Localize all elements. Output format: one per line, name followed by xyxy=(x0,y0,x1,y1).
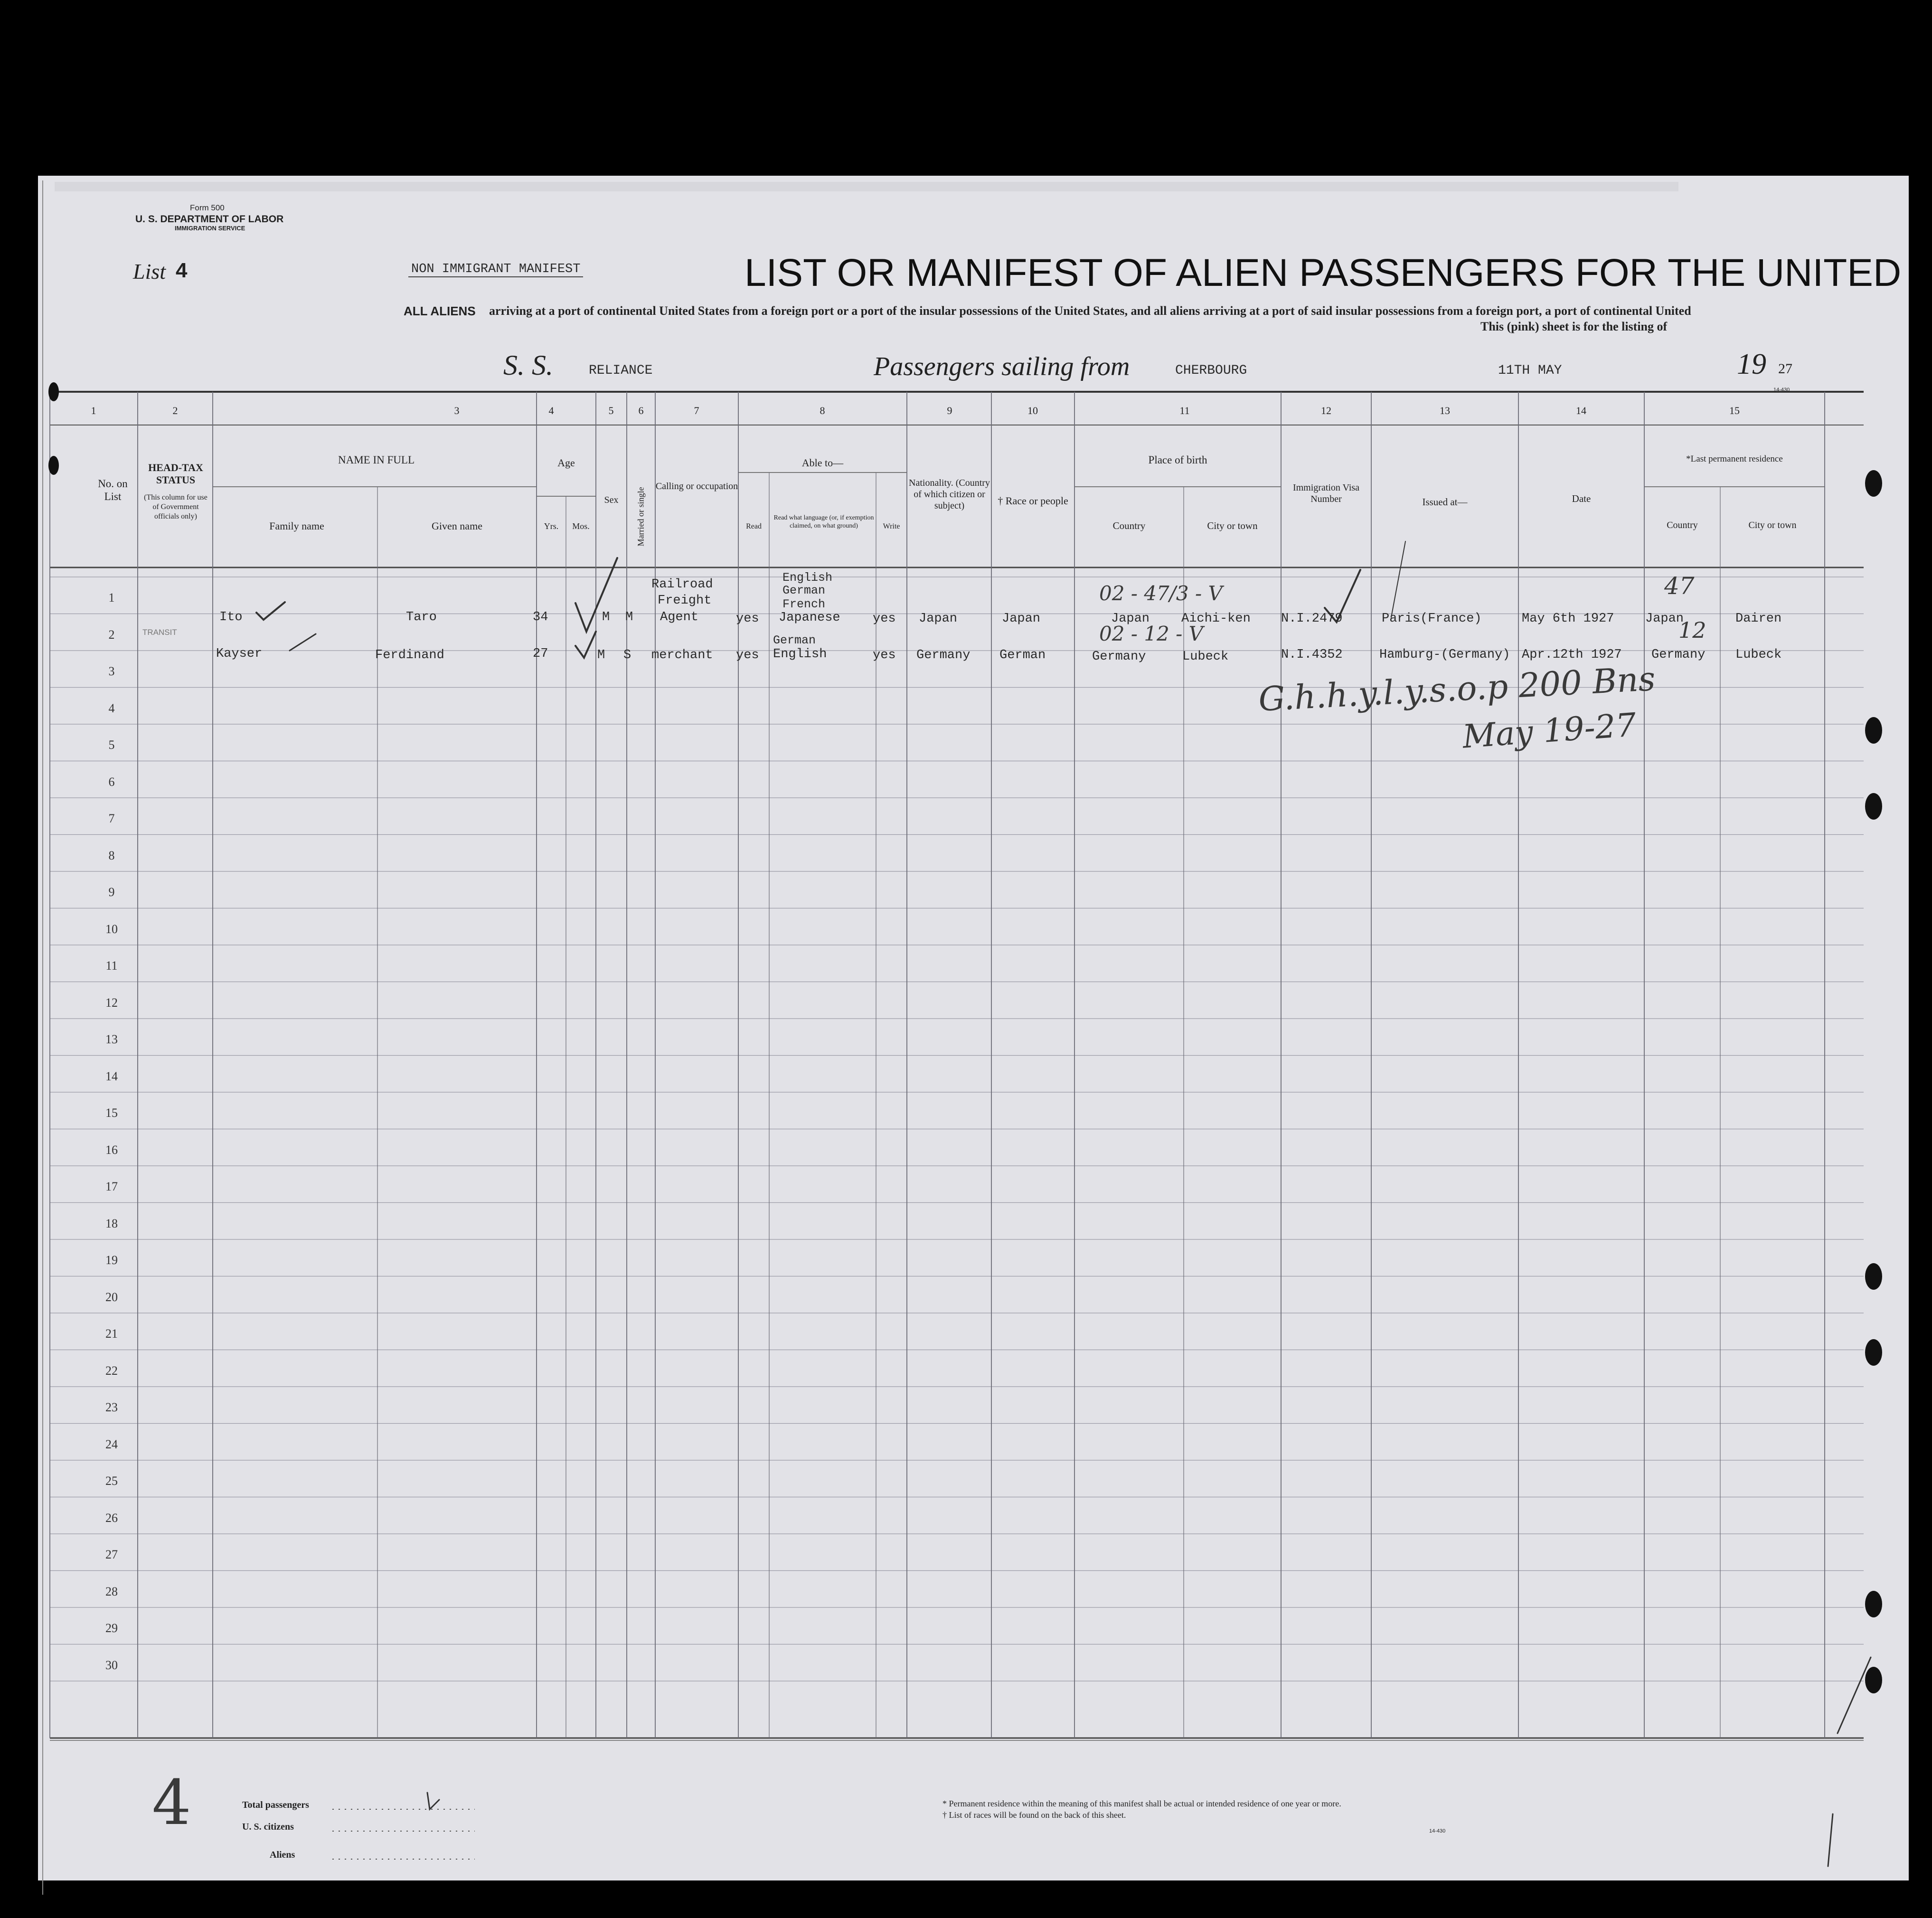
visa-issued-at: Hamburg-(Germany) xyxy=(1379,648,1510,662)
total-passengers-label: Total passengers xyxy=(242,1800,309,1810)
row-number: 4 xyxy=(108,701,115,715)
col-header-visa-number: Immigration Visa Number xyxy=(1292,482,1360,504)
column-number: 8 xyxy=(820,405,825,416)
nationality: Germany xyxy=(916,648,971,662)
row-number: 21 xyxy=(105,1327,118,1341)
given-name: Ferdinand xyxy=(375,648,444,662)
col-header-race: † Race or people xyxy=(998,495,1068,507)
manifest-type-stamp: NON IMMIGRANT MANIFEST xyxy=(408,262,583,277)
sailing-from-label: Passengers sailing from xyxy=(874,352,1130,381)
column-number: 9 xyxy=(947,405,952,416)
birth-city: Aichi-ken xyxy=(1181,612,1251,626)
col-header-issued-at: Issued at— xyxy=(1422,496,1468,508)
tally-mark: 4 xyxy=(152,1767,191,1839)
row-number: 12 xyxy=(105,995,118,1010)
check-mark-icon xyxy=(427,1793,439,1809)
footnote-residence: * Permanent residence within the meaning of this manifest shall be actual or intended residence of one year or more. xyxy=(942,1799,1341,1808)
row-number: 5 xyxy=(108,738,115,752)
col-header-name-in-full: NAME IN FULL xyxy=(338,454,415,466)
row-number: 3 xyxy=(108,664,115,678)
race: Japan xyxy=(1002,612,1041,626)
col-header-date: Date xyxy=(1572,493,1591,504)
language: French xyxy=(782,597,826,611)
column-number: 6 xyxy=(638,405,644,416)
row-number: 20 xyxy=(105,1290,118,1304)
year-suffix: 27 xyxy=(1778,361,1792,377)
all-aliens-label: ALL ALIENS xyxy=(404,304,476,318)
family-name: Ito xyxy=(219,610,243,624)
row-number: 29 xyxy=(105,1621,118,1635)
row-number: 1 xyxy=(108,591,115,605)
binder-hole xyxy=(1865,1591,1882,1617)
col-header-birth-city: City or town xyxy=(1207,520,1258,531)
residence-city: Lubeck xyxy=(1735,648,1782,662)
check-mark-icon xyxy=(290,634,316,651)
birth-country: Germany xyxy=(1092,650,1146,664)
row-number: 18 xyxy=(105,1216,118,1230)
residence-country: Germany xyxy=(1651,648,1706,662)
list-number: 4 xyxy=(176,259,188,282)
row-number: 13 xyxy=(105,1032,118,1046)
ss-label: S. S. xyxy=(503,350,553,381)
sex: M xyxy=(597,648,605,662)
row-number: 17 xyxy=(105,1180,118,1193)
row-number: 27 xyxy=(105,1548,118,1561)
birth-annotation: 02 - 47/3 - V xyxy=(1099,582,1223,605)
birth-annotation: 02 - 12 - V xyxy=(1099,622,1204,645)
age-years: 34 xyxy=(533,610,548,624)
residence-annotation: 12 xyxy=(1678,617,1706,643)
check-mark-icon xyxy=(575,632,596,658)
row-number: 28 xyxy=(105,1584,118,1598)
row-number: 22 xyxy=(105,1363,118,1378)
binder-hole xyxy=(1865,717,1882,744)
col-header-sex: Sex xyxy=(604,495,619,505)
row-number: 2 xyxy=(108,627,115,642)
residence-annotation: 47 xyxy=(1664,572,1695,600)
row-number: 11 xyxy=(105,959,118,973)
column-number: 2 xyxy=(172,405,178,416)
manifest-title: LIST OR MANIFEST OF ALIEN PASSENGERS FOR THE UNITED xyxy=(745,251,1902,294)
row-number: 7 xyxy=(108,812,115,825)
column-number: 15 xyxy=(1729,405,1740,416)
binder-hole xyxy=(48,456,59,475)
col-header-place-of-birth: Place of birth xyxy=(1148,454,1207,466)
departure-date: 11TH MAY xyxy=(1498,363,1562,378)
row-number: 23 xyxy=(105,1400,118,1414)
col-header-res-country: Country xyxy=(1667,520,1698,530)
sex: M xyxy=(602,610,610,624)
binder-hole xyxy=(1865,793,1882,820)
row-number: 19 xyxy=(105,1253,118,1267)
col-header-yrs: Yrs. xyxy=(544,521,559,531)
instruction-line-2: This (pink) sheet is for the listing of xyxy=(1480,320,1668,333)
occupation-line: Railroad xyxy=(651,577,713,592)
service-name: IMMIGRATION SERVICE xyxy=(175,225,245,232)
column-number: 5 xyxy=(608,405,614,416)
birth-country: Japan xyxy=(1111,612,1150,626)
col-header-given-name: Given name xyxy=(432,520,482,532)
row-number: 30 xyxy=(105,1658,118,1672)
col-header-age: Age xyxy=(557,457,575,469)
instruction-line-1: arriving at a port of continental United States from a foreign port or a port of the insular possessions of the United States, and all aliens arriving at a port of said insular possessions from a foreign port, a port of continental United xyxy=(489,304,1691,318)
column-number: 12 xyxy=(1321,405,1331,416)
row-number: 6 xyxy=(108,775,115,789)
binder-hole xyxy=(1865,1263,1882,1290)
race: German xyxy=(999,648,1046,662)
language: English xyxy=(782,571,833,585)
visa-date: Apr.12th 1927 xyxy=(1522,648,1622,662)
col-header-head-tax-note: (This column for use of Government officials only) xyxy=(144,493,207,520)
check-mark-icon xyxy=(1838,1657,1871,1733)
visa-date: May 6th 1927 xyxy=(1522,612,1614,626)
column-number: 7 xyxy=(694,405,699,416)
birth-city: Lubeck xyxy=(1182,650,1229,664)
col-header-married-or-single: Married or single xyxy=(636,487,646,547)
nationality: Japan xyxy=(919,612,958,626)
footnote-races: † List of races will be found on the back of this sheet. xyxy=(942,1810,1126,1820)
can-read: yes xyxy=(736,612,759,626)
column-number: 10 xyxy=(1027,405,1038,416)
col-header-res-city: City or town xyxy=(1748,520,1797,530)
year-prefix: 19 xyxy=(1737,348,1766,380)
language: German xyxy=(782,584,826,597)
form-number: Form 500 xyxy=(190,203,225,212)
aliens-label: Aliens xyxy=(270,1850,295,1860)
occupation-line: Agent xyxy=(660,610,699,624)
col-header-nationality: Nationality. (Country of which citizen or subject) xyxy=(909,478,990,511)
marital-status: M xyxy=(625,610,633,624)
column-number: 13 xyxy=(1440,405,1450,416)
column-number: 14 xyxy=(1576,405,1586,416)
language: English xyxy=(773,647,827,661)
check-mark-icon xyxy=(575,558,617,632)
check-mark-icon xyxy=(1828,1814,1833,1866)
visa-number: N.I.2479 xyxy=(1281,612,1343,626)
col-header-family-name: Family name xyxy=(269,520,324,532)
col-header-calling: Calling or occupation xyxy=(655,481,738,491)
visa-number: N.I.4352 xyxy=(1281,648,1343,662)
col-header-read: Read xyxy=(746,522,762,530)
language: German xyxy=(773,633,816,647)
inspector-signature: G.h.h.y.l.y.s.o.p 200 Bns xyxy=(1257,659,1657,719)
list-label: List xyxy=(133,259,166,283)
binder-hole xyxy=(1865,1667,1882,1693)
col-header-head-tax-status: HEAD-TAX STATUS xyxy=(148,462,203,486)
can-read: yes xyxy=(736,648,759,662)
col-header-read-language: Read what language (or, if exemption claimed, on what ground) xyxy=(773,514,874,529)
binder-hole xyxy=(48,382,59,401)
binder-hole xyxy=(1865,1339,1882,1366)
row-number: 24 xyxy=(105,1437,118,1451)
can-write: yes xyxy=(873,612,896,626)
department-name: U. S. DEPARTMENT OF LABOR xyxy=(135,214,284,225)
col-header-no-on-list: No. on List xyxy=(98,478,128,502)
column-number: 3 xyxy=(454,405,460,416)
visa-issued-at: Paris(France) xyxy=(1382,612,1482,626)
inspection-date: May 19-27 xyxy=(1461,706,1638,756)
row-number: 16 xyxy=(105,1143,118,1157)
residence-country: Japan xyxy=(1645,612,1684,626)
row-number: 25 xyxy=(105,1474,118,1488)
row-number: 14 xyxy=(105,1069,118,1083)
check-mark-icon xyxy=(256,602,285,620)
binder-hole xyxy=(1865,470,1882,497)
transit-stamp: TRANSIT xyxy=(142,628,177,637)
col-header-birth-country: Country xyxy=(1112,520,1146,531)
column-number: 1 xyxy=(91,405,96,416)
col-header-able-to: Able to— xyxy=(801,457,844,469)
row-number: 8 xyxy=(108,848,115,862)
given-name: Taro xyxy=(406,610,437,624)
age-years: 27 xyxy=(533,647,548,661)
row-number: 26 xyxy=(105,1511,118,1525)
language: Japanese xyxy=(779,611,840,625)
marital-status: S xyxy=(623,648,631,662)
row-number: 15 xyxy=(105,1106,118,1120)
can-write: yes xyxy=(873,648,896,662)
footer-code: 14-430 xyxy=(1429,1828,1446,1834)
row-number: 9 xyxy=(108,885,115,899)
occupation-line: merchant xyxy=(651,648,713,662)
family-name: Kayser xyxy=(216,647,263,661)
check-mark-icon xyxy=(1391,541,1405,617)
col-header-write: Write xyxy=(883,522,900,530)
port-of-departure: CHERBOURG xyxy=(1175,363,1247,378)
col-header-mos: Mos. xyxy=(572,521,590,531)
column-number: 4 xyxy=(548,405,554,416)
col-header-last-residence: *Last permanent residence xyxy=(1686,454,1783,464)
column-number: 11 xyxy=(1179,405,1190,416)
residence-city: Dairen xyxy=(1735,612,1782,626)
form-code: 14-430 xyxy=(1773,387,1790,393)
row-number: 10 xyxy=(105,922,118,936)
ship-name: RELIANCE xyxy=(589,363,653,378)
occupation-line: Freight xyxy=(658,594,712,608)
us-citizens-label: U. S. citizens xyxy=(242,1822,294,1832)
